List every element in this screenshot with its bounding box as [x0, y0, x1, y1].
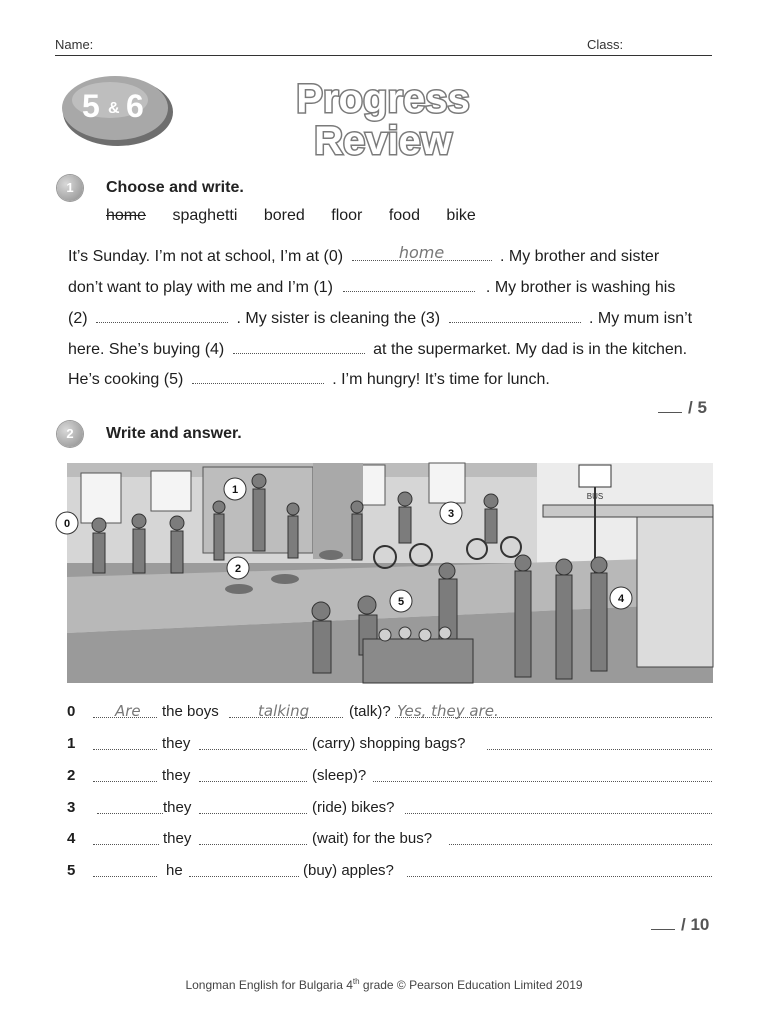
question-number: 3: [67, 799, 76, 816]
blank-answer[interactable]: [405, 799, 712, 814]
question-verb: (buy) apples?: [303, 862, 394, 879]
answer-0: home: [398, 243, 445, 262]
unit-badge: [60, 72, 174, 148]
footer-text: grade © Pearson Education Limited 2019: [359, 978, 583, 992]
example-answer-word1: Are: [115, 702, 141, 720]
blank-word2[interactable]: [199, 767, 307, 782]
task-1-number: 1: [57, 175, 83, 201]
blank-answer[interactable]: [373, 767, 712, 782]
question-subject: the boys: [162, 703, 219, 720]
example-answer-short: Yes, they are.: [397, 702, 499, 720]
question-subject: they: [163, 799, 192, 816]
street-scene-illustration: [63, 463, 713, 683]
question-number: 5: [67, 862, 76, 879]
footer-copyright: [0, 977, 768, 992]
score-blank[interactable]: [651, 929, 675, 930]
picture-label-3: 3: [447, 508, 455, 520]
task-1-instruction: Choose and write.: [106, 179, 244, 196]
task-1-score: [658, 398, 707, 418]
word-item: home: [106, 207, 147, 224]
question-verb: (wait) for the bus?: [312, 830, 433, 847]
header-rule: [55, 55, 712, 56]
question-subject: they: [162, 735, 191, 752]
word-item: food: [388, 207, 420, 224]
word-item: bike: [446, 207, 476, 224]
footer-superscript: th: [352, 977, 360, 986]
picture-label-0: 0: [63, 518, 71, 530]
question-row-3: [67, 799, 712, 821]
line-text: don’t want to play with me and I’m (1): [68, 279, 334, 296]
picture-label-5: 5: [397, 596, 405, 608]
question-subject: they: [163, 830, 192, 847]
blank-1[interactable]: [343, 277, 475, 292]
badge-ampersand: &: [108, 100, 120, 117]
bus-sign-text: BUS: [586, 492, 604, 501]
picture-label-1: 1: [231, 484, 239, 496]
question-number: 2: [67, 767, 76, 784]
blank-word1[interactable]: [93, 767, 157, 782]
name-label: Name:: [55, 37, 94, 52]
line-text: . My sister is cleaning the (3): [236, 310, 441, 327]
picture-label-4: 4: [617, 593, 625, 605]
blank-word2[interactable]: [199, 830, 307, 845]
line-text: . I’m hungry! It’s time for lunch.: [332, 371, 550, 388]
class-label: Class:: [587, 37, 624, 52]
blank-word1[interactable]: [93, 862, 157, 877]
blank-word1[interactable]: [97, 799, 163, 814]
question-number: 0: [67, 703, 76, 720]
footer-text: Longman English for Bulgaria 4: [185, 978, 353, 992]
word-item: spaghetti: [172, 207, 238, 224]
example-answer-word2: talking: [258, 702, 310, 720]
question-verb: (ride) bikes?: [312, 799, 395, 816]
picture-label-2: 2: [234, 563, 242, 575]
score-total: / 10: [681, 915, 710, 934]
question-number: 1: [67, 735, 76, 752]
paragraph-line-3: [68, 308, 692, 328]
score-blank[interactable]: [658, 412, 682, 413]
line-text: (2): [68, 310, 88, 327]
line-text: . My brother is washing his: [485, 279, 676, 296]
blank-answer[interactable]: [487, 735, 712, 750]
line-text: . My mum isn’t: [589, 310, 693, 327]
title-line-2: Review: [314, 119, 452, 163]
paragraph-line-1: [68, 243, 660, 266]
question-row-1: [67, 735, 712, 757]
paragraph-line-4: [68, 339, 687, 359]
blank-answer[interactable]: [407, 862, 712, 877]
question-row-5: [67, 862, 712, 884]
question-row-2: [67, 767, 712, 789]
line-text: It’s Sunday. I’m not at school, I’m at (0): [68, 248, 344, 265]
task-2-instruction: Write and answer.: [106, 425, 242, 442]
word-item: floor: [331, 207, 363, 224]
line-text: He’s cooking (5): [68, 371, 184, 388]
task-2-score: [651, 915, 709, 935]
blank-5[interactable]: [192, 369, 324, 384]
title-line-1: Progress: [296, 77, 470, 121]
score-total: / 5: [688, 398, 707, 417]
blank-0: [352, 243, 492, 262]
badge-left-number: 5: [82, 88, 100, 124]
question-subject: they: [162, 767, 191, 784]
blank-4[interactable]: [233, 339, 365, 354]
blank-3[interactable]: [449, 308, 581, 323]
question-row-0: [67, 703, 712, 725]
blank-word2[interactable]: [189, 862, 299, 877]
question-number: 4: [67, 830, 76, 847]
word-item: bored: [263, 207, 305, 224]
question-verb: (sleep)?: [312, 767, 367, 784]
question-row-4: [67, 830, 712, 852]
task-2-number: 2: [57, 421, 83, 447]
blank-word2[interactable]: [199, 735, 307, 750]
question-verb: (talk)?: [349, 703, 391, 720]
blank-word1[interactable]: [93, 735, 157, 750]
badge-right-number: 6: [126, 88, 144, 124]
paragraph-line-5: [68, 369, 550, 389]
question-verb: (carry) shopping bags?: [312, 735, 466, 752]
line-text: . My brother and sister: [499, 248, 660, 265]
blank-answer[interactable]: [449, 830, 712, 845]
blank-word1[interactable]: [93, 830, 159, 845]
line-text: here. She’s buying (4): [68, 341, 225, 358]
word-box: [106, 207, 498, 225]
blank-2[interactable]: [96, 308, 228, 323]
blank-word2[interactable]: [199, 799, 307, 814]
line-text: at the supermarket. My dad is in the kitchen.: [373, 341, 688, 358]
paragraph-line-2: [68, 277, 675, 297]
page-title: [258, 74, 508, 165]
question-subject: he: [166, 862, 183, 879]
